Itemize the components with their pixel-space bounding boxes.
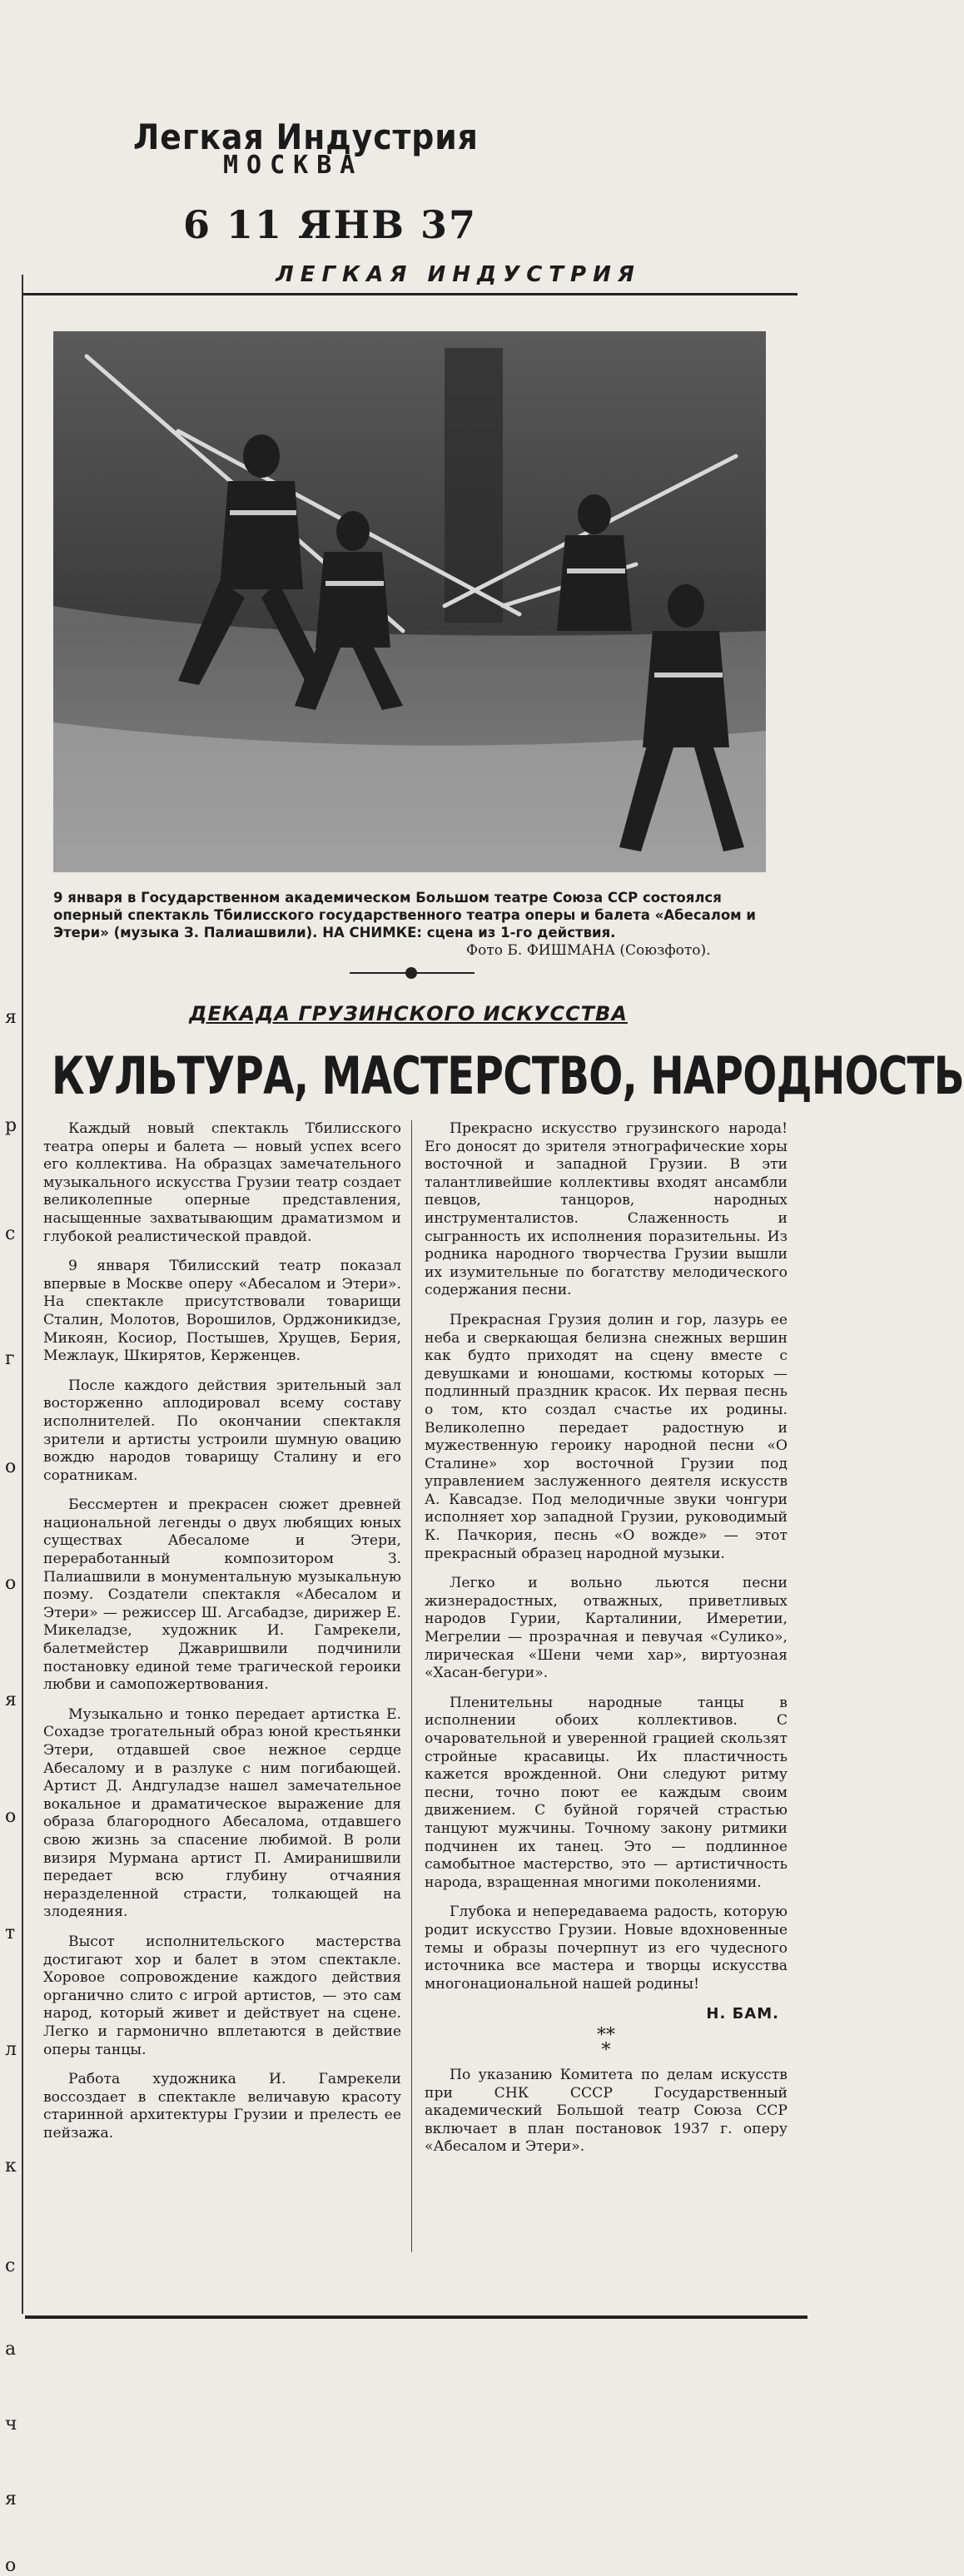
margin-letter: к (5, 2156, 17, 2176)
article-paragraph: Пленительны народные танцы в исполнении обоих коллективов. С очаровательной и уверенной грацией скользят стройные красавицы. Их пластичность кажется врожденной. Они следуют ритму песни, точно поют ее каждым своим движением. С буйной горячей страстью танцуют мужчины. Точному закону ритмики подчинен их танец. Это — подлинное самобытное мастерство, это — артистичность народа, взращенная многими поколениями. (425, 1694, 788, 1891)
article-headline: КУЛЬТУРА, МАСТЕРСТВО, НАРОДНОСТЬ (52, 1045, 964, 1106)
margin-letter: я (5, 2489, 17, 2509)
bottom-rule (25, 2315, 807, 2319)
margin-letter: о (5, 1457, 17, 1477)
masthead (0, 262, 817, 287)
margin-letter: р (5, 1115, 17, 1136)
divider-ornament (405, 967, 417, 979)
opera-scene-photo (53, 331, 766, 872)
masthead-rule (23, 293, 798, 295)
photo-illustration (53, 331, 766, 872)
article-paragraph: 9 января Тбилисский театр показал впервые в Москве оперу «Абесалом и Этери». На спектакле присутствовали товарищи Сталин, Молотов, Ворошилов, Орджоникидзе, Микоян, Косиор, Постышев, Хрущев, Берия, Межлаук, Шкирятов, Керженцев. (43, 1258, 401, 1365)
article-paragraph: Прекрасно искусство грузинского народа! Его доносят до зрителя этнографические хоры восточной и западной Грузии. В эти талантливейшие коллективы входят ансамбли певцов, танцоров, народных инструменталистов. Слаженность и сыгранность их исполнения поразительны. Из родника народного творчества Грузии вышли их изумительные по богатству мелодического содержания песни. (425, 1120, 788, 1299)
photo-caption: 9 января в Государственном академическом Большом театре Союза ССР состоялся оперный спектакль Тбилисского государственного театра оперы и балета «Абесалом и Этери» (музыка З. Палиашвили). НА СНИМКЕ: сцена из 1-го действия. (53, 890, 756, 941)
section-break-asterisks: ** * (597, 2024, 615, 2061)
article-paragraph: Работа художника И. Гамрекели воссоздает в спектакле величавую красоту старинной архитектуры Грузии и прелесть ее пейзажа. (43, 2071, 401, 2142)
margin-letter: т (5, 1923, 16, 1943)
photo-credit: Фото Б. ФИШМАНА (Союзфото). (466, 942, 711, 959)
article-paragraph: Музыкально и тонко передает артистка Е. Сохадзе трогательный образ юной крестьянки Этери, отдавшей свое нежное сердце Абесалому и в разлуке с ним погибающей. Артист Д. Андгуладзе нашел замечательное вокальное и драматическое выражение для образа благородного Абесалома, отдавшего свою жизнь за спасение любимой. В роли визиря Мурмана артист П. Амиранишвили передает всю глубину отчаяния неразделенной страсти, толкающей на злодеяния. (43, 1705, 401, 1921)
article-paragraph: Бессмертен и прекрасен сюжет древней национальной легенды о двух любящих юных существах Абесаломе и Этери, переработанный композитором З. Палиашвили в монументальную музыкальную поэму. Создатели спектакля «Абесалом и Этери» — режиссер Ш. Агсабадзе, дирижер Е. Микеладзе, художник И. Гамрекели, балетмейстер Джавришвили подчинили постановку единой теме трагической героики любви и самопожертвования. (43, 1496, 401, 1694)
margin-letter: о (5, 1806, 17, 1827)
margin-letter: я (5, 1007, 17, 1028)
margin-letter: о (5, 2555, 17, 2576)
article-column-right (425, 1120, 788, 2168)
clipping-header (133, 117, 479, 180)
article-paragraph: Глубока и непередаваема радость, которую родит искусство Грузии. Новые вдохновенные темы и образы почерпнут из его чудесного источника все мастера и творцы искусства многонациональной нашей родины! (425, 1903, 788, 1993)
clipping-city: МОСКВА (223, 151, 364, 180)
article-paragraph: Прекрасная Грузия долин и гор, лазурь ее неба и сверкающая белизна снежных вершин как будто приходят на сцену вместе с девушками и юношами, костюмы которых — подлинный праздник красок. Их первая песнь о том, кто создал счастье их родины. Великолепно передает радостную и мужественную героику народной песни «О Сталине» хор восточной Грузии под управлением заслуженного деятеля искусств А. Кавсадзе. Под мелодичные звуки чонгури исполняет хор западной Грузии, руководимый К. Пачкория, песнь «О вожде» — этот прекрасный образец народной музыки. (425, 1311, 788, 1562)
margin-letter: ч (5, 2414, 17, 2435)
article-paragraph: Каждый новый спектакль Тбилисского театра оперы и балета — новый успех всего его коллектива. На образцах замечательного музыкального искусства Грузии театр создает великолепные оперные представления, насыщенные захватывающим драматизмом и глубокой реалистической правдой. (43, 1120, 401, 1245)
article-note: По указанию Комитета по делам искусств при СНК СССР Государственный академический Большой театр Союза ССР включает в план постановок 1937 г. оперу «Абесалом и Этери». (425, 2066, 788, 2156)
article-paragraph: Высот исполнительского мастерства достигают хор и балет в этом спектакле. Хоровое сопровождение каждого действия органично слито с игрой артистов, — это сам народ, который живет и действует на сцене. Легко и гармонично вплетаются в действие оперы танцы. (43, 1933, 401, 2058)
clipping-newspaper-name: Легкая Индустрия (133, 117, 479, 157)
article-paragraph: Легко и вольно льются песни жизнерадостных, отважных, приветливых народов Гурии, Карталинии, Имеретии, Мегрелии — прозрачная и певучая «Сулико», лирическая «Шени чеми хар», виртуозная «Хасан-бегури». (425, 1575, 788, 1682)
margin-letter: с (5, 2256, 16, 2276)
margin-letter: с (5, 1223, 16, 1244)
article-column-left (43, 1120, 401, 2154)
clipping-date-stamp: 6 11 ЯНВ 37 (183, 202, 477, 247)
margin-letter: о (5, 1573, 17, 1594)
margin-letter: я (5, 1690, 17, 1710)
article-author: Н. БАМ. (706, 2005, 779, 2023)
section-title: ДЕКАДА ГРУЗИНСКОГО ИСКУССТВА (189, 1002, 628, 1025)
column-divider (411, 1120, 412, 2252)
article-paragraph: После каждого действия зрительный зал восторженно аплодировал всему составу исполнителей. По окончании спектакля зрители и артисты устроили шумную овацию вождю народов товарищу Сталину и его соратникам. (43, 1377, 401, 1484)
margin-letter: г (5, 1348, 15, 1369)
margin-letter: а (5, 2339, 17, 2360)
left-margin-strip (0, 275, 23, 2576)
margin-letter: л (5, 2039, 17, 2060)
masthead-title: ЛЕГКАЯ ИНДУСТРИЯ (276, 262, 641, 287)
